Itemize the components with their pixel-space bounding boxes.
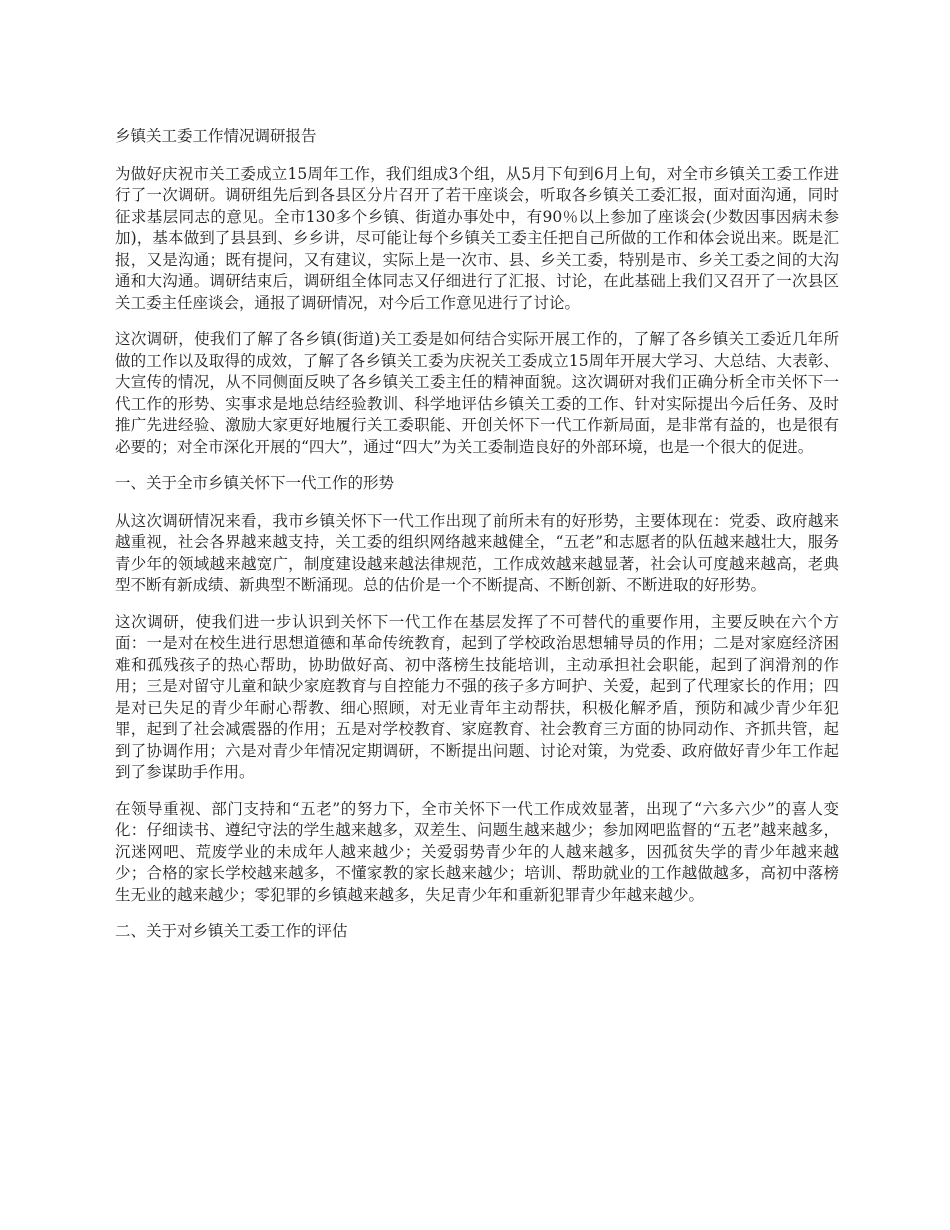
paragraph-intro-2: 这次调研，使我们了解了各乡镇(街道)关工委是如何结合实际开展工作的，了解了各乡镇关工委近几年所做的工作以及取得的成效，了解了各乡镇关工委为庆祝关工委成立15周年开展大学习、大总结、大表彰、大宣传的情况，从不同侧面反映了各乡镇关工委主任的精神面貌。这次调研对我们正确分析全市关怀下一代工作的形势、实事求是地总结经验教训、科学地评估乡镇关工委的工作、针对实际提出今后任务、及时推广先进经验、激励大家更好地履行关工委职能、开创关怀下一代工作新局面，是非常有益的，也是很有必要的；对全市深化开展的“四大”，通过“四大”为关工委制造良好的外部环境，也是一个很大的促进。 <box>115 330 839 456</box>
section-heading-2: 二、关于对乡镇关工委工作的评估 <box>115 922 348 940</box>
document-title: 乡镇关工委工作情况调研报告 <box>115 127 317 145</box>
paragraph-intro-1: 为做好庆祝市关工委成立15周年工作，我们组成3个组，从5月下旬到6月上旬，对全市乡镇关工委工作进行了一次调研。调研组先后到各县区分片召开了若干座谈会，听取各乡镇关工委汇报，面对面沟通，同时征求基层同志的意见。全市130多个乡镇、街道办事处中，有90％以上参加了座谈会(少数因事因病未参加)，基本做到了县县到、乡乡讲，尽可能让每个乡镇关工委主任把自己所做的工作和体会说出来。既是汇报，又是沟通；既有提问，又有建议，实际上是一次市、县、乡关工委，特别是市、乡关工委之间的大沟通和大沟通。调研结束后，调研组全体同志又仔细进行了汇报、讨论，在此基础上我们又召开了一次县区关工委主任座谈会，通报了调研情况，对今后工作意见进行了讨论。 <box>115 164 839 312</box>
paragraph-section1-1: 从这次调研情况来看，我市乡镇关怀下一代工作出现了前所未有的好形势，主要体现在：党委、政府越来越重视，社会各界越来越支持，关工委的组织网络越来越健全，“五老”和志愿者的队伍越来越壮大，服务青少年的领域越来越宽广，制度建设越来越法律规范，工作成效越来越显著，社会认可度越来越高，老典型不断有新成绩、新典型不断涌现。总的估价是一个不断提高、不断创新、不断进取的好形势。 <box>115 511 839 594</box>
document-body <box>115 126 839 959</box>
section-heading-1: 一、关于全市乡镇关怀下一代工作的形势 <box>115 474 395 492</box>
paragraph-section1-3: 在领导重视、部门支持和“五老”的努力下，全市关怀下一代工作成效显著，出现了“六多六少”的喜人变化：仔细读书、遵纪守法的学生越来越多，双差生、问题生越来越少；参加网吧监督的“五老”越来越多，沉迷网吧、荒废学业的未成年人越来越少；关爱弱势青少年的人越来越多，因孤贫失学的青少年越来越少；合格的家长学校越来越多，不懂家教的家长越来越少；培训、帮助就业的工作越做越多，高初中落榜生无业的越来越少；零犯罪的乡镇越来越多，失足青少年和重新犯罪青少年越来越少。 <box>115 799 839 904</box>
paragraph-section1-2: 这次调研，使我们进一步认识到关怀下一代工作在基层发挥了不可替代的重要作用，主要反映在六个方面：一是对在校生进行思想道德和革命传统教育，起到了学校政治思想辅导员的作用；二是对家庭经济困难和孤残孩子的热心帮助，协助做好高、初中落榜生技能培训，主动承担社会职能，起到了润滑剂的作用；三是对留守儿童和缺少家庭教育与自控能力不强的孩子多方呵护、关爱，起到了代理家长的作用；四是对已失足的青少年耐心帮教、细心照顾，对无业青年主动帮扶，积极化解矛盾，预防和减少青少年犯罪，起到了社会减震器的作用；五是对学校教育、家庭教育、社会教育三方面的协同动作、齐抓共管，起到了协调作用；六是对青少年情况定期调研，不断提出问题、讨论对策，为党委、政府做好青少年工作起到了参谋助手作用。 <box>115 612 839 781</box>
